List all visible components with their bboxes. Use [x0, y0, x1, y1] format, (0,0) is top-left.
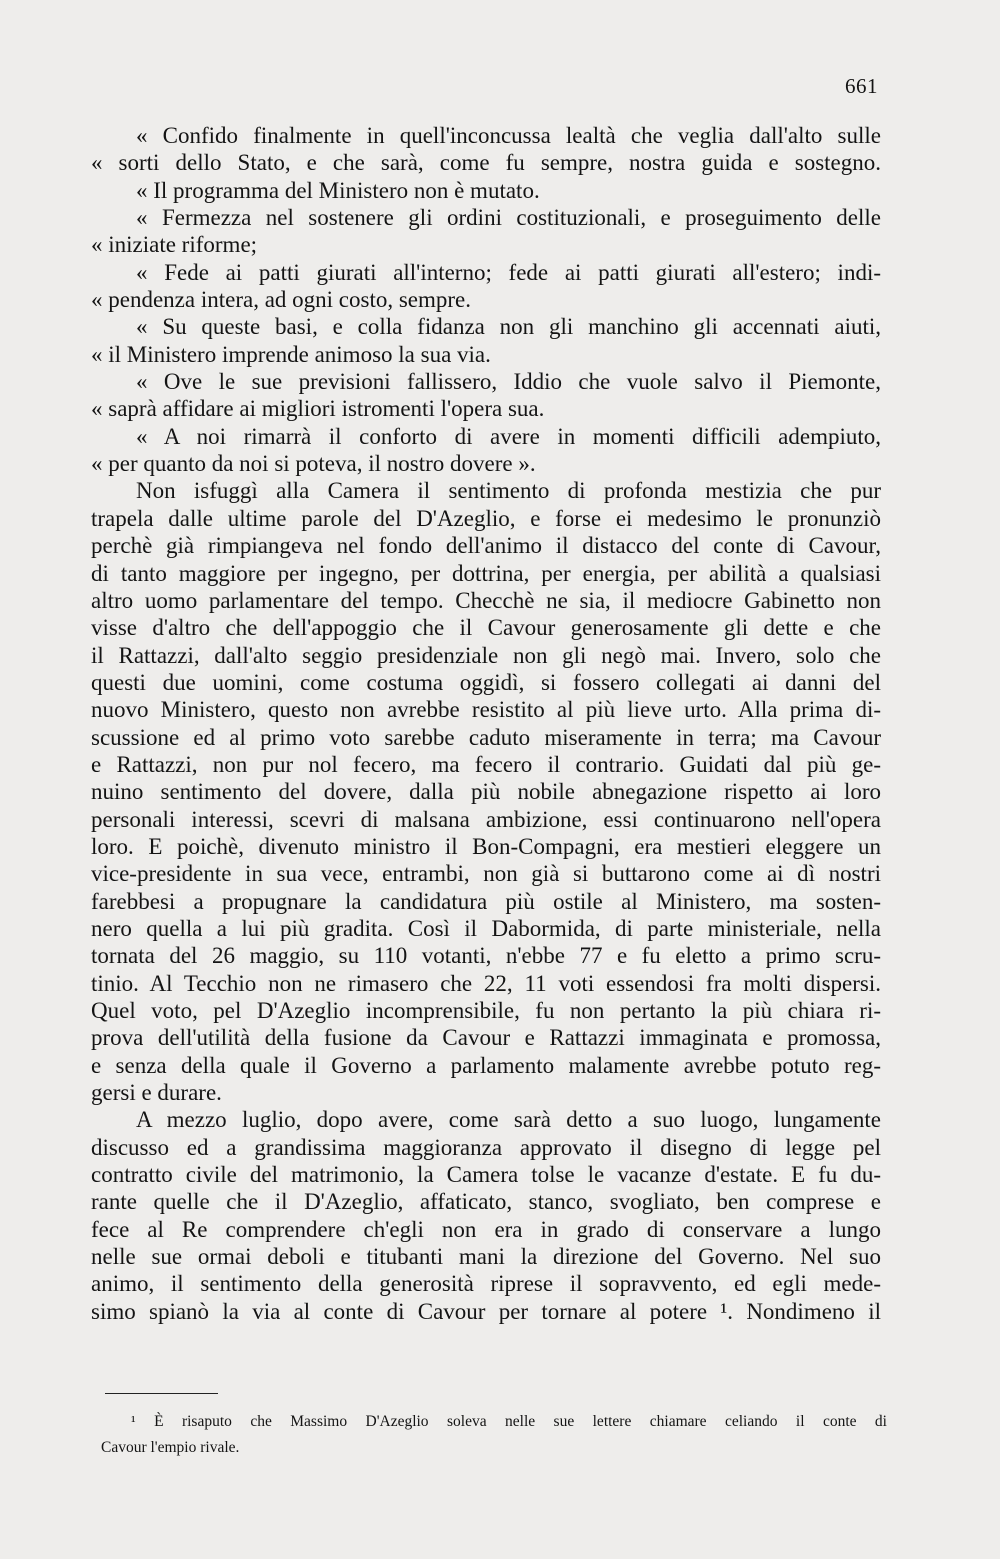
- text-line: nelle sue ormai deboli e titubanti mani la direzione del Governo. Nel suo: [91, 1244, 881, 1270]
- text-line: scussione ed al primo voto sarebbe caduto miseramente in terra; ma Cavour: [91, 724, 881, 750]
- text-line: « Ove le sue previsioni fallissero, Iddio che vuole salvo il Piemonte,: [136, 369, 881, 395]
- text-line: visse d'altro che dell'appoggio che il Cavour generosamente gli dette e che: [91, 615, 881, 641]
- text-line: « Confido finalmente in quell'inconcussa lealtà che veglia dall'alto sulle: [136, 123, 881, 148]
- text-line: nuovo Ministero, questo non avrebbe resistito al più lieve urto. Alla prima di-: [91, 697, 881, 723]
- text-line: altro uomo parlamentare del tempo. Checchè ne sia, il mediocre Gabinetto non: [91, 587, 881, 613]
- text-line: « Fermezza nel sostenere gli ordini costituzionali, e proseguimento delle: [136, 205, 881, 231]
- text-line: vice-presidente in sua vece, entrambi, non già si buttarono come ai dì nostri: [91, 861, 881, 887]
- text-line: rante quelle che il D'Azeglio, affaticato, stanco, svogliato, ben comprese e: [91, 1189, 881, 1215]
- text-line: Non isfuggì alla Camera il sentimento di profonda mestizia che pur: [136, 478, 881, 504]
- text-line: personali interessi, scevri di malsana ambizione, essi continuarono nell'opera: [91, 806, 881, 832]
- text-line: « Su queste basi, e colla fidanza non gli manchino gli accennati aiuti,: [136, 314, 881, 340]
- text-line: contratto civile del matrimonio, la Camera tolse le vacanze d'estate. E fu du-: [91, 1162, 881, 1188]
- text-line: perchè già rimpiangeva nel fondo dell'animo il distacco del conte di Cavour,: [91, 533, 881, 559]
- footnote-separator: [105, 1393, 218, 1394]
- text-line: « iniziate riforme;: [91, 232, 258, 258]
- text-line: animo, il sentimento della generosità riprese il sopravvento, ed egli mede-: [91, 1271, 881, 1297]
- text-line: loro. E poichè, divenuto ministro il Bon-Compagni, era mestieri eleggere un: [91, 833, 881, 859]
- text-line: tinio. Al Tecchio non ne rimasero che 22, 11 voti essendosi fra molti dispersi.: [91, 970, 881, 996]
- text-line: A mezzo luglio, dopo avere, come sarà detto a suo luogo, lungamente: [136, 1107, 881, 1133]
- text-line: « sorti dello Stato, e che sarà, come fu sempre, nostra guida e sostegno.: [91, 150, 881, 176]
- text-line: prova dell'utilità della fusione da Cavour e Rattazzi immaginata e promossa,: [91, 1025, 881, 1051]
- text-line: gersi e durare.: [91, 1080, 222, 1106]
- text-line: « il Ministero imprende animoso la sua via.: [91, 341, 491, 367]
- text-line: discusso ed a grandissima maggioranza approvato il disegno di legge pel: [91, 1134, 881, 1160]
- footnote-line: Cavour l'empio rivale.: [101, 1439, 240, 1456]
- text-line: e senza della quale il Governo a parlamento malamente avrebbe potuto reg-: [91, 1052, 881, 1078]
- text-line: « per quanto da noi si poteva, il nostro dovere ».: [91, 451, 536, 477]
- text-line: Quel voto, pel D'Azeglio incomprensibile, fu non pertanto la più chiara ri-: [91, 998, 881, 1023]
- text-line: « Il programma del Ministero non è mutato.: [136, 177, 540, 203]
- body-text: [91, 122, 881, 1325]
- text-line: « saprà affidare ai migliori istromenti l'opera sua.: [91, 396, 545, 422]
- text-line: « pendenza intera, ad ogni costo, sempre.: [91, 287, 472, 313]
- text-line: « Fede ai patti giurati all'interno; fede ai patti giurati all'estero; indi-: [136, 259, 881, 285]
- text-line: e Rattazzi, non pur nol fecero, ma fecero il contrario. Guidati dal più ge-: [91, 751, 881, 777]
- text-line: di tanto maggiore per ingegno, per dottrina, per energia, per abilità a qualsiasi: [91, 560, 881, 586]
- text-line: fece al Re comprendere ch'egli non era in grado di conservare a lungo: [91, 1216, 881, 1242]
- text-line: trapela dalle ultime parole del D'Azeglio, e forse ei medesimo le pronunziò: [91, 505, 881, 531]
- text-line: tornata del 26 maggio, su 110 votanti, n'ebbe 77 e fu eletto a primo scru-: [91, 943, 881, 969]
- text-line: farebbesi a propugnare la candidatura più ostile al Ministero, ma sosten-: [91, 888, 881, 914]
- footnote-line: ¹ È risaputo che Massimo D'Azeglio soleva nelle sue lettere chiamare celiando il conte di: [131, 1413, 887, 1430]
- text-line: nuino sentimento del dovere, dalla più nobile abnegazione rispetto ai loro: [91, 779, 881, 805]
- footnotes: [101, 1409, 887, 1461]
- text-line: nero quella a lui più gradita. Così il Dabormida, di parte ministeriale, nella: [91, 915, 881, 941]
- page-number: 661: [845, 74, 878, 98]
- text-line: il Rattazzi, dall'alto seggio presidenziale non gli negò mai. Invero, solo che: [91, 642, 881, 668]
- text-line: « A noi rimarrà il conforto di avere in momenti difficili adempiuto,: [136, 423, 881, 449]
- text-line: simo spianò la via al conte di Cavour per tornare al potere ¹. Nondimeno il: [91, 1298, 881, 1324]
- text-line: questi due uomini, come costuma oggidì, si fossero collegati ai danni del: [91, 669, 881, 695]
